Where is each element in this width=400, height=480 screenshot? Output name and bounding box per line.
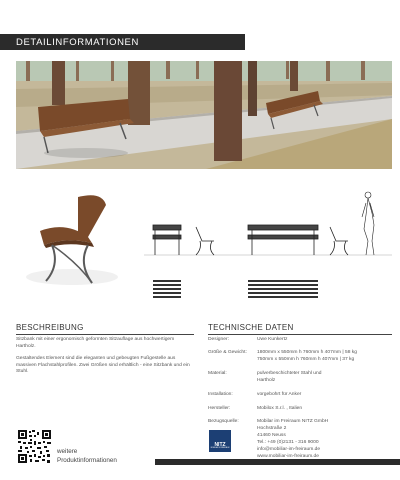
specs-rule: [208, 334, 392, 335]
spec-value-installation: vorgebohrt für Anker: [257, 392, 302, 397]
description-paragraph-2: Gestaltendes Element sind die eleganten und gebeugten Fußgestelle aus massiven Flachstahlprofilen. Zwei Größen sind erhältlich - eine Sitzbank und ein Stuhl.: [16, 356, 190, 375]
spec-label-manufacturer: Hersteller:: [208, 406, 231, 411]
bench-side-view: [330, 227, 348, 255]
qr-code-icon[interactable]: [18, 430, 51, 463]
bench-top-view: [248, 280, 318, 298]
qr-label-line1: weitere: [57, 448, 78, 455]
spec-value-source-4: Tel.: +49 (0)2131 - 316 9000: [257, 440, 319, 445]
specs-title: TECHNISCHE DATEN: [208, 323, 294, 332]
spec-value-size-1: 1800mm x 550mm h 760mm h 407mm | 58 kg: [257, 350, 357, 355]
footer-bar: [155, 459, 400, 465]
chair-front-view: [153, 225, 181, 255]
bench-front-view: [248, 225, 318, 255]
description-paragraph-1: Sitzbank mit einer ergonomisch geformten Sitzauflage aus hochwertigem Hartholz.: [16, 337, 175, 349]
spec-label-material: Material:: [208, 371, 227, 376]
chair-side-view: [196, 227, 214, 255]
description-rule: [16, 334, 194, 335]
spec-label-source: Bezugsquelle:: [208, 419, 239, 424]
logo-subtext: MOBILIAR IM FREIRAUM: [210, 448, 230, 449]
technical-drawings: [16, 185, 392, 315]
product-photo: [16, 61, 392, 169]
spec-value-manufacturer: Mobilox S.r.l. , Italien: [257, 406, 303, 411]
spec-value-size-2: 750mm x 550mm h 760mm h 407mm | 37 kg: [257, 357, 355, 362]
page-title: DETAILINFORMATIONEN: [16, 37, 139, 48]
description-title: BESCHREIBUNG: [16, 323, 84, 332]
spec-label-designer: Designer:: [208, 337, 229, 342]
spec-value-source-1: Mobilar im Freiraum NITZ GmbH: [257, 419, 329, 424]
chair-render: [26, 195, 118, 285]
spec-value-source-3: 41460 Neuss: [257, 433, 286, 438]
spec-value-source-2: Hochstraße 2: [257, 426, 287, 431]
spec-label-size: Größe & Gewicht:: [208, 350, 247, 355]
human-scale-figure: [362, 192, 374, 255]
nitz-logo: [209, 430, 231, 452]
spec-value-material-1: pulverbeschichteter Stahl und: [257, 371, 322, 376]
spec-value-designer: Uwe Kunkertz: [257, 337, 288, 342]
spec-label-installation: Installation:: [208, 392, 233, 397]
logo-text: NITZ: [214, 442, 226, 448]
spec-value-material-2: Hartholz: [257, 378, 276, 383]
chair-top-view: [153, 280, 181, 298]
spec-value-source-email[interactable]: info@mobiliar-im-freiraum.de: [257, 447, 321, 452]
qr-label-line2: Produktinformationen: [57, 457, 117, 464]
spec-value-source-website[interactable]: www.mobiliar-im-freiraum.de: [257, 454, 319, 459]
